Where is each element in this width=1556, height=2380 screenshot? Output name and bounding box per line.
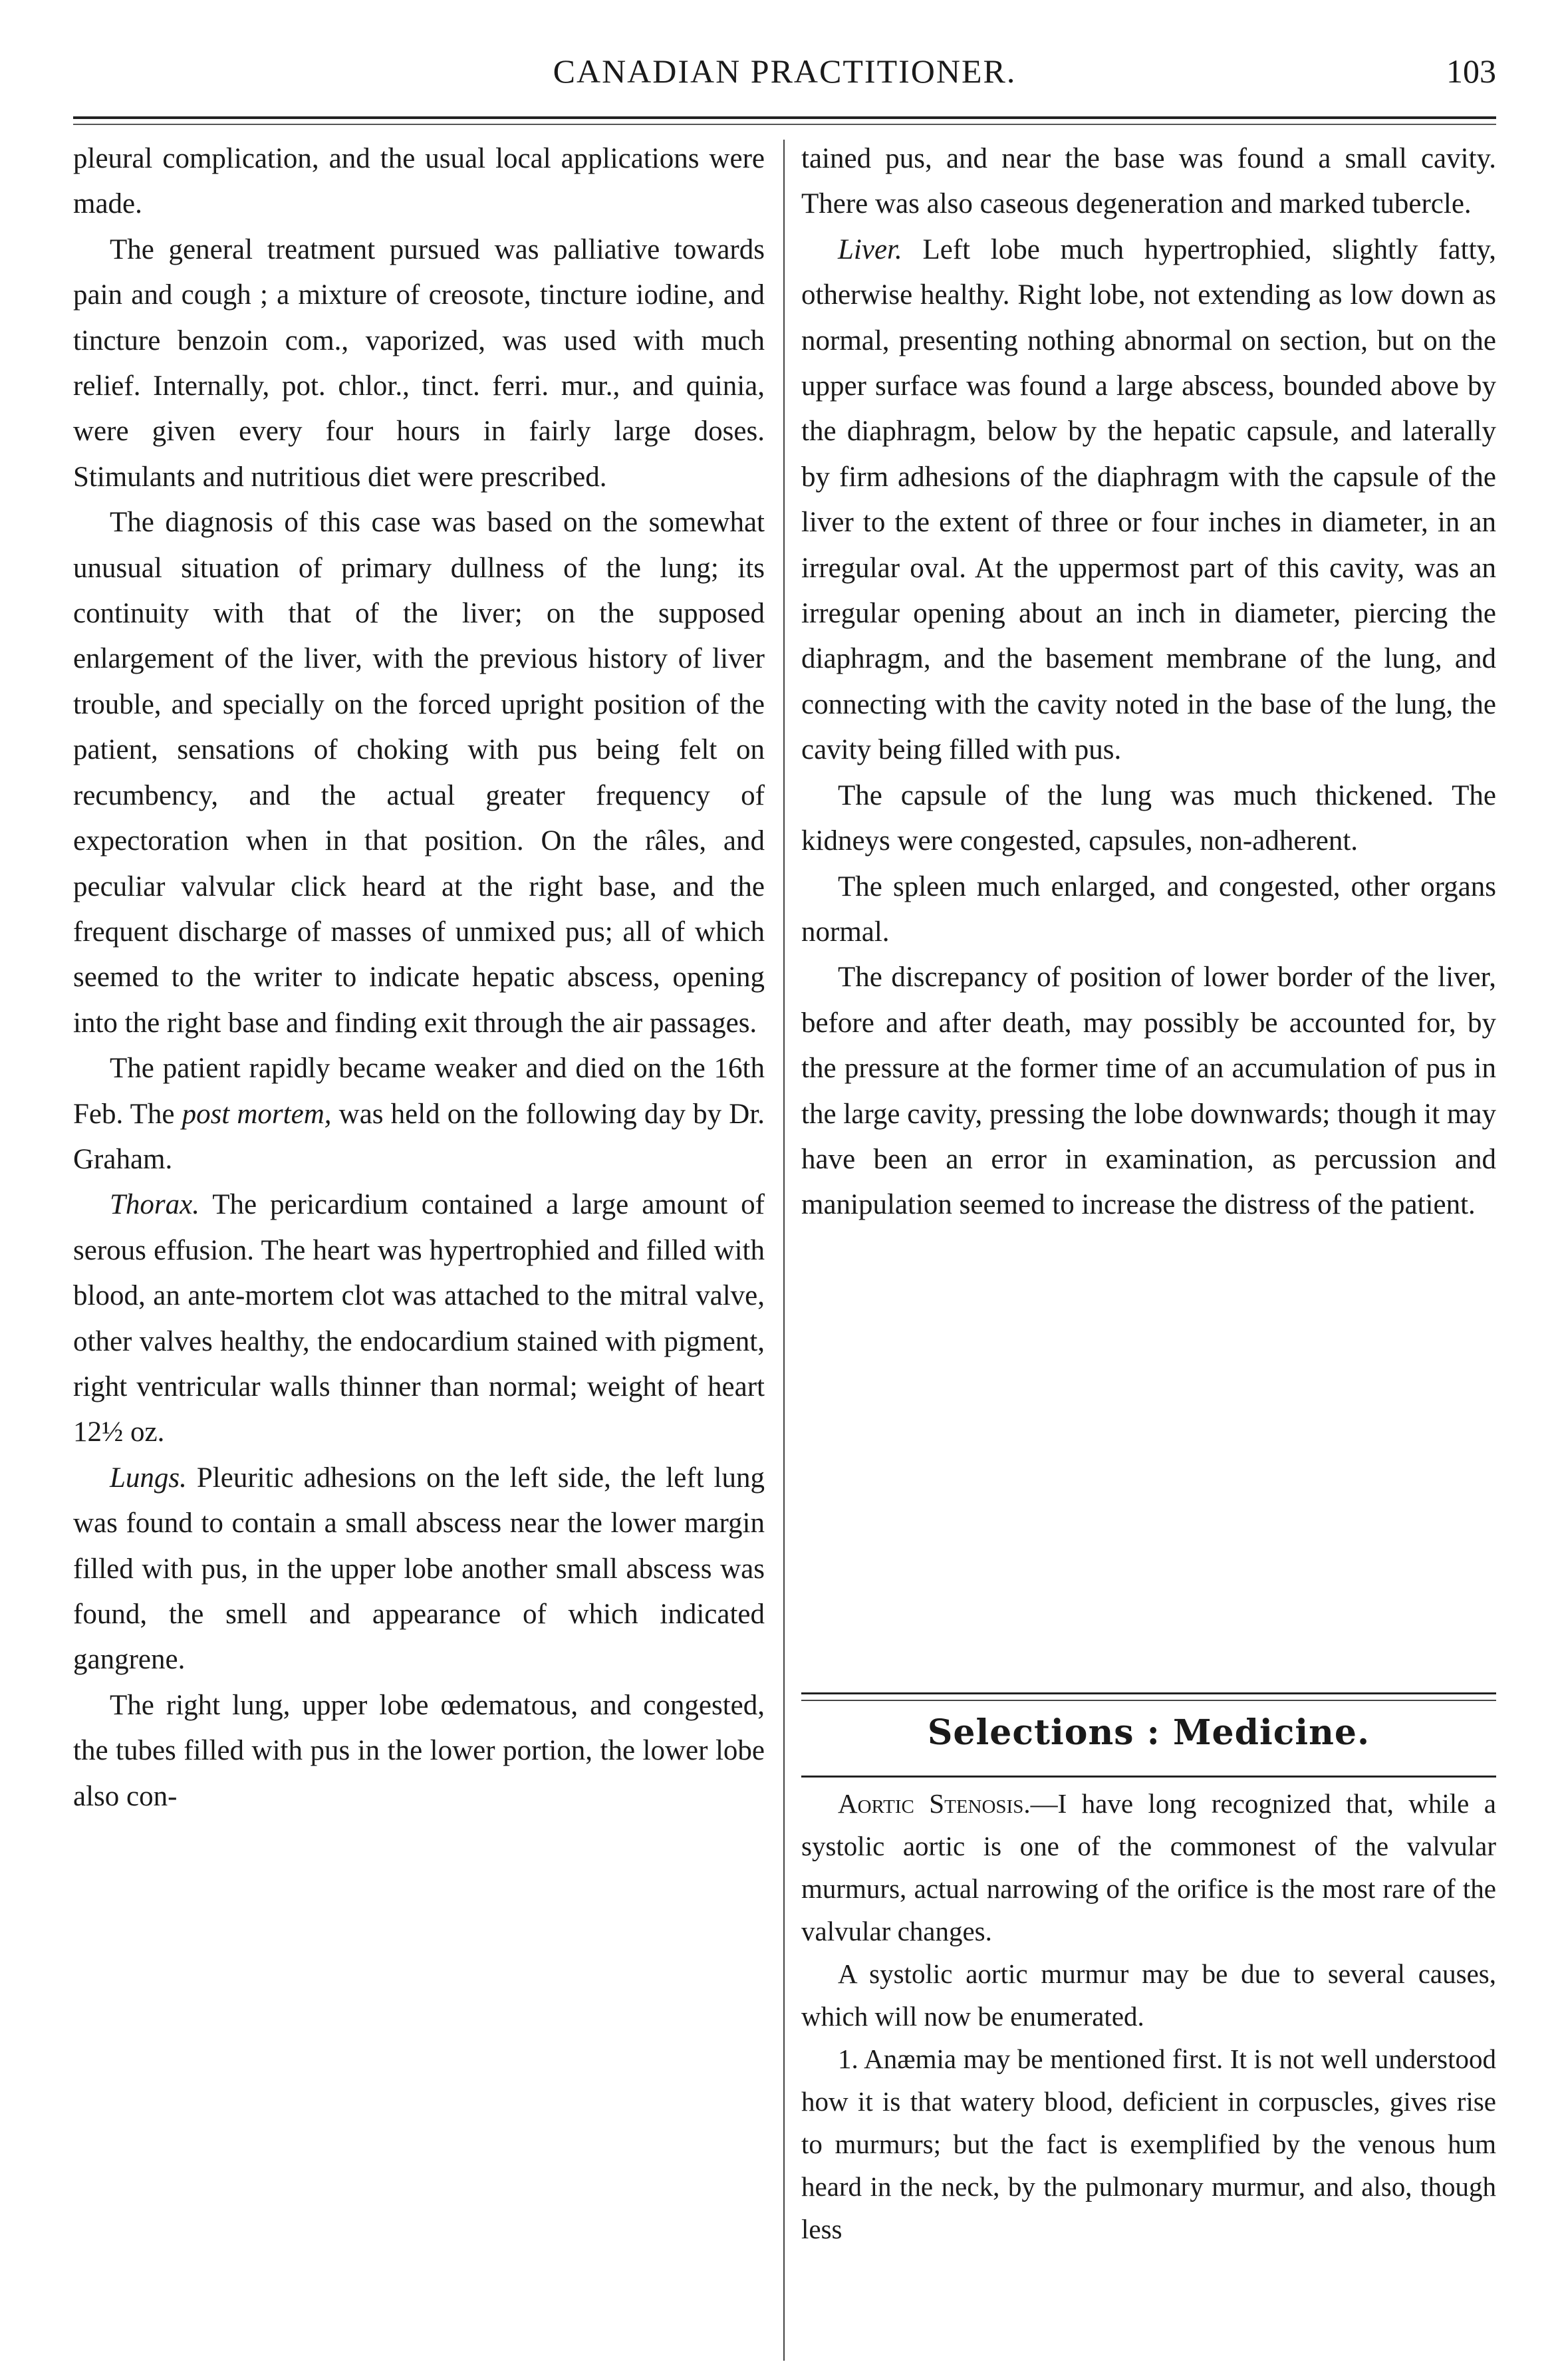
section-rule-thin: [801, 1700, 1496, 1701]
text-run: The patient rapidly became weaker and died on the 16th Feb. The: [73, 1053, 765, 1130]
text-run: Left lobe much hypertrophied, slightly fatty, otherwise healthy. Right lobe, not extending as low down as normal, presenting nothing abnormal on section, but on the upper surface was found a large abscess, bounded above by the diaphragm, below by the hepatic capsule, and laterally by firm adhesions of the diaphragm with the capsule of the liver to the extent of three or four inches in diameter, in an irregular oval. At the uppermost part of this cavity, was an irregular opening about an inch in diameter, piercing the diaphragm, and the basement membrane of the lung, and connecting with the cavity noted in the base of the lung, the cavity being filled with pus.: [801, 233, 1496, 766]
header-rule-thin: [73, 124, 1496, 125]
text-run: —I have long recognized that, while a systolic aortic is one of the commonest of the valvular murmurs, actual narrowing of the orifice is the most rare of the valvular changes.: [801, 1788, 1496, 1946]
paragraph: pleural complication, and the usual local applications were made.: [73, 143, 765, 220]
selections-section: [801, 1782, 1496, 2250]
paragraph: 1. Anæmia may be mentioned first. It is not well understood how it is that watery blood, deficient in corpuscles, gives rise to murmurs; but the fact is exemplified by the venous hum heard in the neck, by the pulmonary murmur, and also, though less: [801, 2044, 1496, 2244]
header-rule: [73, 116, 1496, 119]
text-run: was held on the following day by Dr. Graham.: [73, 1098, 765, 1175]
column-divider: [783, 140, 785, 2361]
page-header: [73, 52, 1496, 112]
article-title: Aortic Stenosis.: [838, 1788, 1031, 1819]
section-rule-below: [801, 1776, 1496, 1778]
left-column: [73, 136, 765, 1819]
paragraph: [73, 1182, 765, 1455]
paragraph: tained pus, and near the base was found a small cavity. There was also caseous degeneration and marked tubercle.: [801, 143, 1496, 220]
paragraph: The capsule of the lung was much thickened. The kidneys were congested, capsules, non-adherent.: [801, 779, 1496, 857]
paragraph: [801, 1782, 1496, 1952]
paragraph: The general treatment pursued was palliative towards pain and cough ; a mixture of creosote, tincture iodine, and tincture benzoin com., vaporized, was used with much relief. Internally, pot. chlor., tinct. ferri. mur., and quinia, were given every four hours in fairly large doses. Stimulants and nutritious diet were prescribed.: [73, 233, 765, 493]
section-heading: Selections : Medicine.: [927, 1712, 1370, 1753]
italic-term: post mortem,: [182, 1098, 332, 1130]
paragraph: The spleen much enlarged, and congested, other organs normal.: [801, 870, 1496, 948]
subheading-lungs: Lungs.: [110, 1462, 187, 1494]
running-title: CANADIAN PRACTITIONER.: [553, 53, 1017, 90]
subheading-liver: Liver.: [838, 233, 902, 265]
paragraph: [73, 1046, 765, 1182]
paragraph: [73, 1456, 765, 1683]
paragraph: The diagnosis of this case was based on the somewhat unusual situation of primary dullness of the lung; its continuity with that of the liver; on the supposed enlargement of the liver, with the previous history of liver trouble, and specially on the forced upright position of the patient, sensations of choking with pus being felt on recumbency, and the actual greater frequency of expectoration when in that position. On the râles, and peculiar valvular click heard at the right base, and the frequent discharge of masses of unmixed pus; all of which seemed to the writer to indicate hepatic abscess, opening into the right base and finding exit through the air passages.: [73, 507, 765, 1039]
text-run: The pericardium contained a large amount of serous effusion. The heart was hypertrophied and filled with blood, an ante-mortem clot was attached to the mitral valve, other valves healthy, the endocardium stained with pigment, right ventricular walls thinner than normal; weight of heart 12½ oz.: [73, 1189, 765, 1448]
paragraph: The right lung, upper lobe œdematous, and congested, the tubes filled with pus in the lower portion, the lower lobe also con-: [73, 1689, 765, 1812]
right-column: [801, 136, 1496, 1228]
section-rule: [801, 1692, 1496, 1694]
page-number: 103: [1446, 53, 1496, 90]
paragraph: A systolic aortic murmur may be due to several causes, which will now be enumerated.: [801, 1958, 1496, 2032]
paragraph: The discrepancy of position of lower border of the liver, before and after death, may possibly be accounted for, by the pressure at the former time of an accumulation of pus in the large cavity, pressing the lobe downwards; though it may have been an error in examination, as percussion and manipulation seemed to increase the distress of the patient.: [801, 962, 1496, 1221]
subheading-thorax: Thorax.: [110, 1189, 199, 1221]
text-run: Pleuritic adhesions on the left side, the left lung was found to contain a small abscess near the lower margin filled with pus, in the upper lobe another small abscess was found, the smell and appearance of which indicated gangrene.: [73, 1462, 765, 1676]
paragraph: [801, 227, 1496, 773]
